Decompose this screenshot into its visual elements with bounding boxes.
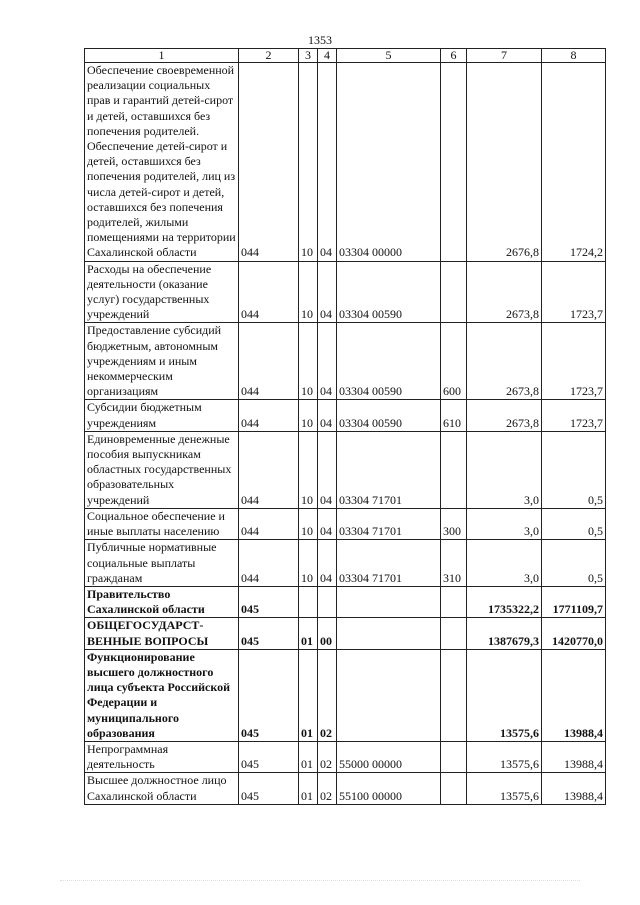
row-podrazdel: 04: [318, 540, 337, 587]
page-number: 1353: [308, 33, 332, 47]
row-expense-type: [441, 618, 467, 649]
row-podrazdel: 00: [318, 618, 337, 649]
row-target-article: 03304 00590: [337, 400, 441, 431]
row-grbs: 045: [239, 741, 299, 772]
table-row: [85, 63, 606, 262]
row-expense-type: [441, 773, 467, 804]
header-row: [85, 49, 606, 63]
scan-artifact: [60, 880, 580, 887]
row-grbs: 044: [239, 508, 299, 539]
row-name: ОБЩЕГОСУДАРСТ-ВЕННЫЕ ВОПРОСЫ: [85, 618, 239, 649]
row-amount-year1: 13575,6: [467, 773, 542, 804]
row-podrazdel: 04: [318, 261, 337, 323]
header-cell: 2: [239, 49, 299, 63]
row-name: Единовременные денежные пособия выпускникам областных государственных образовательных учреждений: [85, 431, 239, 508]
row-target-article: 03304 00590: [337, 261, 441, 323]
row-grbs: 044: [239, 63, 299, 262]
table-row: [85, 508, 606, 539]
row-razdel: 01: [299, 649, 318, 741]
row-podrazdel: 02: [318, 773, 337, 804]
row-name: Функционирование высшего должностного лица субъекта Российской Федерации и муниципального образования: [85, 649, 239, 741]
row-amount-year1: 1735322,2: [467, 586, 542, 617]
row-razdel: 10: [299, 63, 318, 262]
row-target-article: [337, 649, 441, 741]
row-name: Предоставление субсидий бюджетным, автономным учреждениям и иным некоммерческим организациям: [85, 323, 239, 400]
row-grbs: 045: [239, 586, 299, 617]
table-body: [85, 63, 606, 805]
row-amount-year2: 1723,7: [542, 400, 606, 431]
row-expense-type: [441, 586, 467, 617]
header-cell: 6: [441, 49, 467, 63]
row-target-article: [337, 586, 441, 617]
row-target-article: 03304 71701: [337, 540, 441, 587]
header-cell: 1: [85, 49, 239, 63]
header-cell: 8: [542, 49, 606, 63]
row-podrazdel: 04: [318, 63, 337, 262]
row-expense-type: 600: [441, 323, 467, 400]
row-amount-year2: 0,5: [542, 540, 606, 587]
row-target-article: 03304 00000: [337, 63, 441, 262]
row-razdel: 10: [299, 261, 318, 323]
row-amount-year1: 3,0: [467, 431, 542, 508]
row-amount-year2: 1723,7: [542, 323, 606, 400]
header-cell: 7: [467, 49, 542, 63]
row-amount-year1: 2673,8: [467, 323, 542, 400]
row-podrazdel: 02: [318, 741, 337, 772]
row-target-article: [337, 618, 441, 649]
budget-table: [84, 48, 606, 805]
table-row: [85, 323, 606, 400]
table-row: [85, 649, 606, 741]
row-name: Социальное обеспечение и иные выплаты населению: [85, 508, 239, 539]
row-expense-type: 310: [441, 540, 467, 587]
row-podrazdel: 04: [318, 508, 337, 539]
row-podrazdel: 04: [318, 400, 337, 431]
row-amount-year2: 1771109,7: [542, 586, 606, 617]
row-amount-year2: 13988,4: [542, 741, 606, 772]
row-amount-year2: 0,5: [542, 508, 606, 539]
row-amount-year2: 1420770,0: [542, 618, 606, 649]
row-expense-type: [441, 63, 467, 262]
table-row: [85, 741, 606, 772]
row-razdel: 10: [299, 431, 318, 508]
row-amount-year1: 3,0: [467, 540, 542, 587]
table-row: [85, 400, 606, 431]
row-grbs: 044: [239, 400, 299, 431]
row-name: Публичные нормативные социальные выплаты гражданам: [85, 540, 239, 587]
row-amount-year1: 2673,8: [467, 400, 542, 431]
row-podrazdel: 04: [318, 431, 337, 508]
row-amount-year1: 2673,8: [467, 261, 542, 323]
row-razdel: 01: [299, 618, 318, 649]
row-razdel: 01: [299, 773, 318, 804]
row-expense-type: [441, 261, 467, 323]
row-grbs: 044: [239, 540, 299, 587]
row-amount-year1: 13575,6: [467, 649, 542, 741]
row-grbs: 045: [239, 618, 299, 649]
row-grbs: 044: [239, 323, 299, 400]
row-podrazdel: 04: [318, 323, 337, 400]
header-cell: 3: [299, 49, 318, 63]
row-expense-type: [441, 741, 467, 772]
row-razdel: 10: [299, 323, 318, 400]
row-grbs: 044: [239, 431, 299, 508]
row-amount-year1: 13575,6: [467, 741, 542, 772]
row-target-article: 55000 00000: [337, 741, 441, 772]
row-razdel: 10: [299, 540, 318, 587]
header-cell: 5: [337, 49, 441, 63]
row-razdel: 10: [299, 508, 318, 539]
row-podrazdel: [318, 586, 337, 617]
row-amount-year1: 2676,8: [467, 63, 542, 262]
row-grbs: 045: [239, 649, 299, 741]
row-razdel: 10: [299, 400, 318, 431]
row-name: Высшее должностное лицо Сахалинской области: [85, 773, 239, 804]
row-razdel: [299, 586, 318, 617]
header-cell: 4: [318, 49, 337, 63]
row-target-article: 55100 00000: [337, 773, 441, 804]
row-target-article: 03304 00590: [337, 323, 441, 400]
row-name: Обеспечение своевременной реализации социальных прав и гарантий детей-сирот и детей, оставшихся без попечения родителей. Обеспечение детей-сирот и детей, оставшихся без попечения родителей, лиц из числа детей-сирот и детей, оставшихся без попечения родителей, жилыми помещениями на территории Сахалинской области: [85, 63, 239, 262]
table-row: [85, 586, 606, 617]
row-grbs: 044: [239, 261, 299, 323]
row-name: Непрограммная деятельность: [85, 741, 239, 772]
row-amount-year2: 13988,4: [542, 773, 606, 804]
table-row: [85, 261, 606, 323]
row-amount-year2: 1723,7: [542, 261, 606, 323]
row-target-article: 03304 71701: [337, 431, 441, 508]
row-expense-type: 300: [441, 508, 467, 539]
table-row: [85, 431, 606, 508]
row-amount-year2: 13988,4: [542, 649, 606, 741]
row-amount-year1: 3,0: [467, 508, 542, 539]
row-name: Субсидии бюджетным учреждениям: [85, 400, 239, 431]
row-amount-year2: 1724,2: [542, 63, 606, 262]
row-name: Правительство Сахалинской области: [85, 586, 239, 617]
row-expense-type: [441, 431, 467, 508]
table-row: [85, 773, 606, 804]
row-podrazdel: 02: [318, 649, 337, 741]
table-row: [85, 618, 606, 649]
table-row: [85, 540, 606, 587]
row-amount-year2: 0,5: [542, 431, 606, 508]
row-name: Расходы на обеспечение деятельности (оказание услуг) государственных учреждений: [85, 261, 239, 323]
row-grbs: 045: [239, 773, 299, 804]
row-razdel: 01: [299, 741, 318, 772]
row-expense-type: [441, 649, 467, 741]
row-target-article: 03304 71701: [337, 508, 441, 539]
row-expense-type: 610: [441, 400, 467, 431]
row-amount-year1: 1387679,3: [467, 618, 542, 649]
